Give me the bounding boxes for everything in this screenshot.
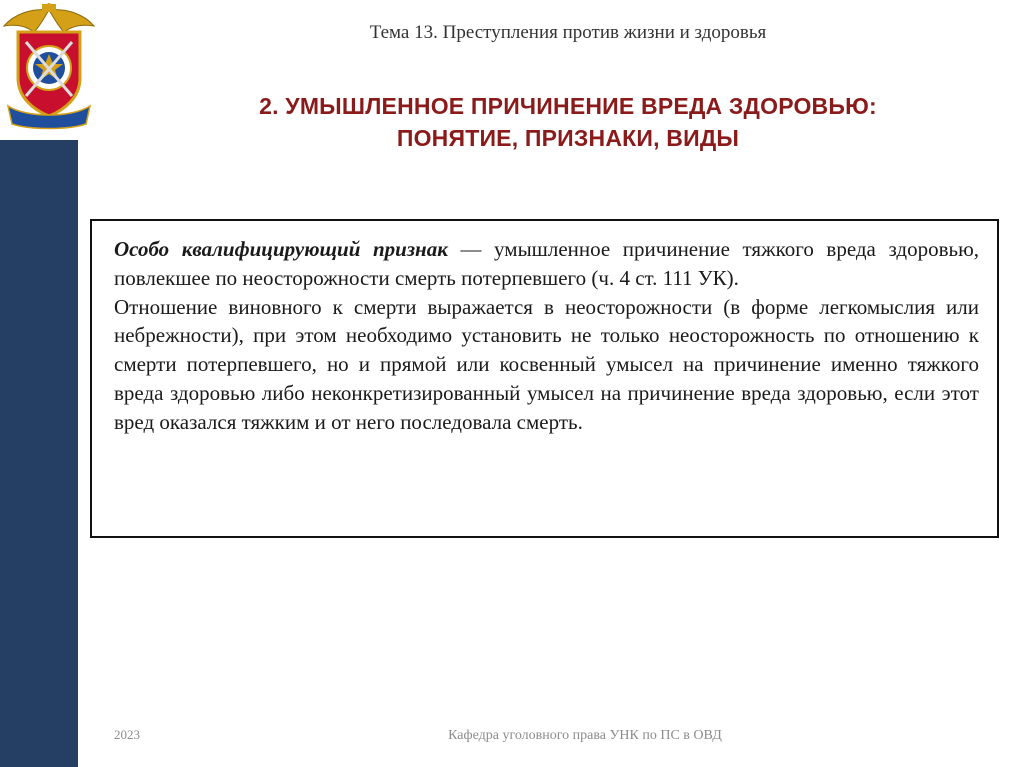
definition-box	[90, 219, 999, 538]
footer-year: 2023	[114, 727, 140, 742]
topic-subtitle: Тема 13. Преступления против жизни и здоровья	[369, 22, 767, 43]
slide-title-line-2: ПОНЯТИЕ, ПРИЗНАКИ, ВИДЫ	[396, 125, 740, 151]
definition-term: Особо квалифицирующий признак	[114, 237, 448, 261]
definition-text	[114, 235, 979, 437]
slide-title	[0, 90, 1024, 154]
definition-paragraph	[114, 235, 979, 293]
explanation-paragraph: Отношение виновного к смерти выражается в неосторожности (в форме легкомыслия или небрежности), при этом необходимо установить не только неосторожность по отношению к смерти потерпевшего, но и прямой или косвенный умысел на причинение именно тяжкого вреда здоровью либо неконкретизированный умысел на причинение вреда здоровью, если этот вред оказался тяжким и от него последовала смерть.	[114, 294, 979, 434]
definition-body: — умышленное причинение тяжкого вреда здоровью, повлекшее по неосторожности смерть потерпевшего (ч. 4 ст. 111 УК).	[114, 237, 980, 290]
left-sidebar-bar	[0, 140, 78, 767]
slide-title-line-1: 2. УМЫШЛЕННОЕ ПРИЧИНЕНИЕ ВРЕДА ЗДОРОВЬЮ:	[259, 93, 877, 119]
footer-department: Кафедра уголовного права УНК по ПС в ОВД	[448, 728, 722, 743]
